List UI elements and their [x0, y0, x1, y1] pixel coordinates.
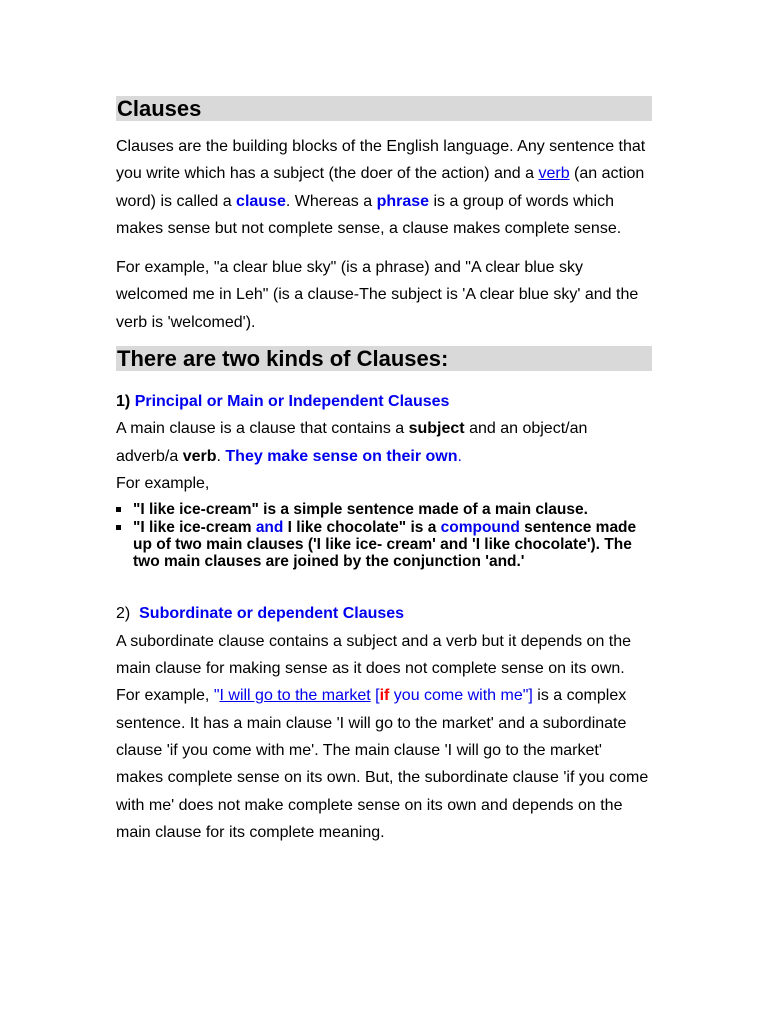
- kind2-example: [116, 682, 652, 846]
- and-term: and: [255, 518, 284, 536]
- main-clause-link[interactable]: I will go to the market: [219, 687, 371, 705]
- text: and an object/an adverb/a: [116, 420, 588, 465]
- kind1-number: 1): [116, 393, 131, 411]
- text: .: [457, 447, 462, 465]
- kind2-title: [116, 600, 652, 627]
- compound-term: compound: [440, 518, 520, 536]
- document-page: [116, 96, 652, 846]
- text: is a group of words which makes sense but not complete sense, a clause makes complete sense.: [116, 192, 622, 237]
- example-paragraph: For example, "a clear blue sky" (is a phrase) and "A clear blue sky welcomed me in Leh" (is a clause-The subject is 'A clear blue sky' and the verb is 'welcomed').: [116, 259, 639, 331]
- text: I like chocolate" is a: [283, 518, 441, 536]
- text: .: [216, 447, 226, 465]
- kind2-number: 2): [116, 605, 131, 623]
- kind1-title-text: Principal or Main or Independent Clauses: [134, 393, 450, 411]
- bracket-open: [: [370, 687, 380, 705]
- phrase-term: phrase: [376, 192, 430, 210]
- bullet-item: [116, 519, 652, 571]
- text: Clauses are the building blocks of the English language. Any sentence that you write which has a subject (the doer of the action) and a: [116, 138, 646, 183]
- intro-paragraph: [116, 133, 652, 242]
- kind1-title: [116, 388, 652, 415]
- text: sentence made up of two main clauses ('I like ice- cream' and 'I like chocolate'). The two main clauses are joined by the conjunction 'and.': [133, 518, 637, 571]
- make-sense-highlight: They make sense on their own: [225, 447, 458, 465]
- verb-link[interactable]: verb: [538, 165, 570, 183]
- text: For example,: [116, 687, 214, 705]
- text: "I like ice-cream: [133, 518, 256, 536]
- kind1-description: [116, 415, 652, 470]
- kind2-title-text: Subordinate or dependent Clauses: [139, 605, 405, 623]
- text: A main clause is a clause that contains a: [116, 420, 409, 438]
- kind1-example-label: For example,: [116, 474, 210, 492]
- text: is a complex sentence. It has a main clause 'I will go to the market' and a subordinate clause 'if you come with me'. The main clause 'I will go to the market' makes complete sense on its own. But, the subordinate clause 'if you come with me' does not make complete sense on its own and depends on the main clause for its complete meaning.: [116, 687, 649, 841]
- bullet-item: "I like ice-cream" is a simple sentence made of a main clause.: [116, 501, 652, 518]
- clause-term: clause: [236, 192, 286, 210]
- text: (an action word) is called a: [116, 165, 645, 210]
- example-bullet-list: [116, 501, 652, 570]
- subject-term: subject: [408, 420, 465, 438]
- kind2-description: A subordinate clause contains a subject and a verb but it depends on the main clause for making sense as it does not complete sense on its own.: [116, 632, 632, 678]
- if-term: if: [379, 687, 390, 705]
- text: . Whereas a: [285, 192, 377, 210]
- quote-mark: ": [213, 687, 220, 705]
- section-heading-kinds: There are two kinds of Clauses:: [116, 346, 652, 371]
- subordinate-clause-text: you come with me"]: [389, 687, 533, 705]
- verb-term: verb: [182, 447, 217, 465]
- section-heading-clauses: Clauses: [116, 96, 652, 121]
